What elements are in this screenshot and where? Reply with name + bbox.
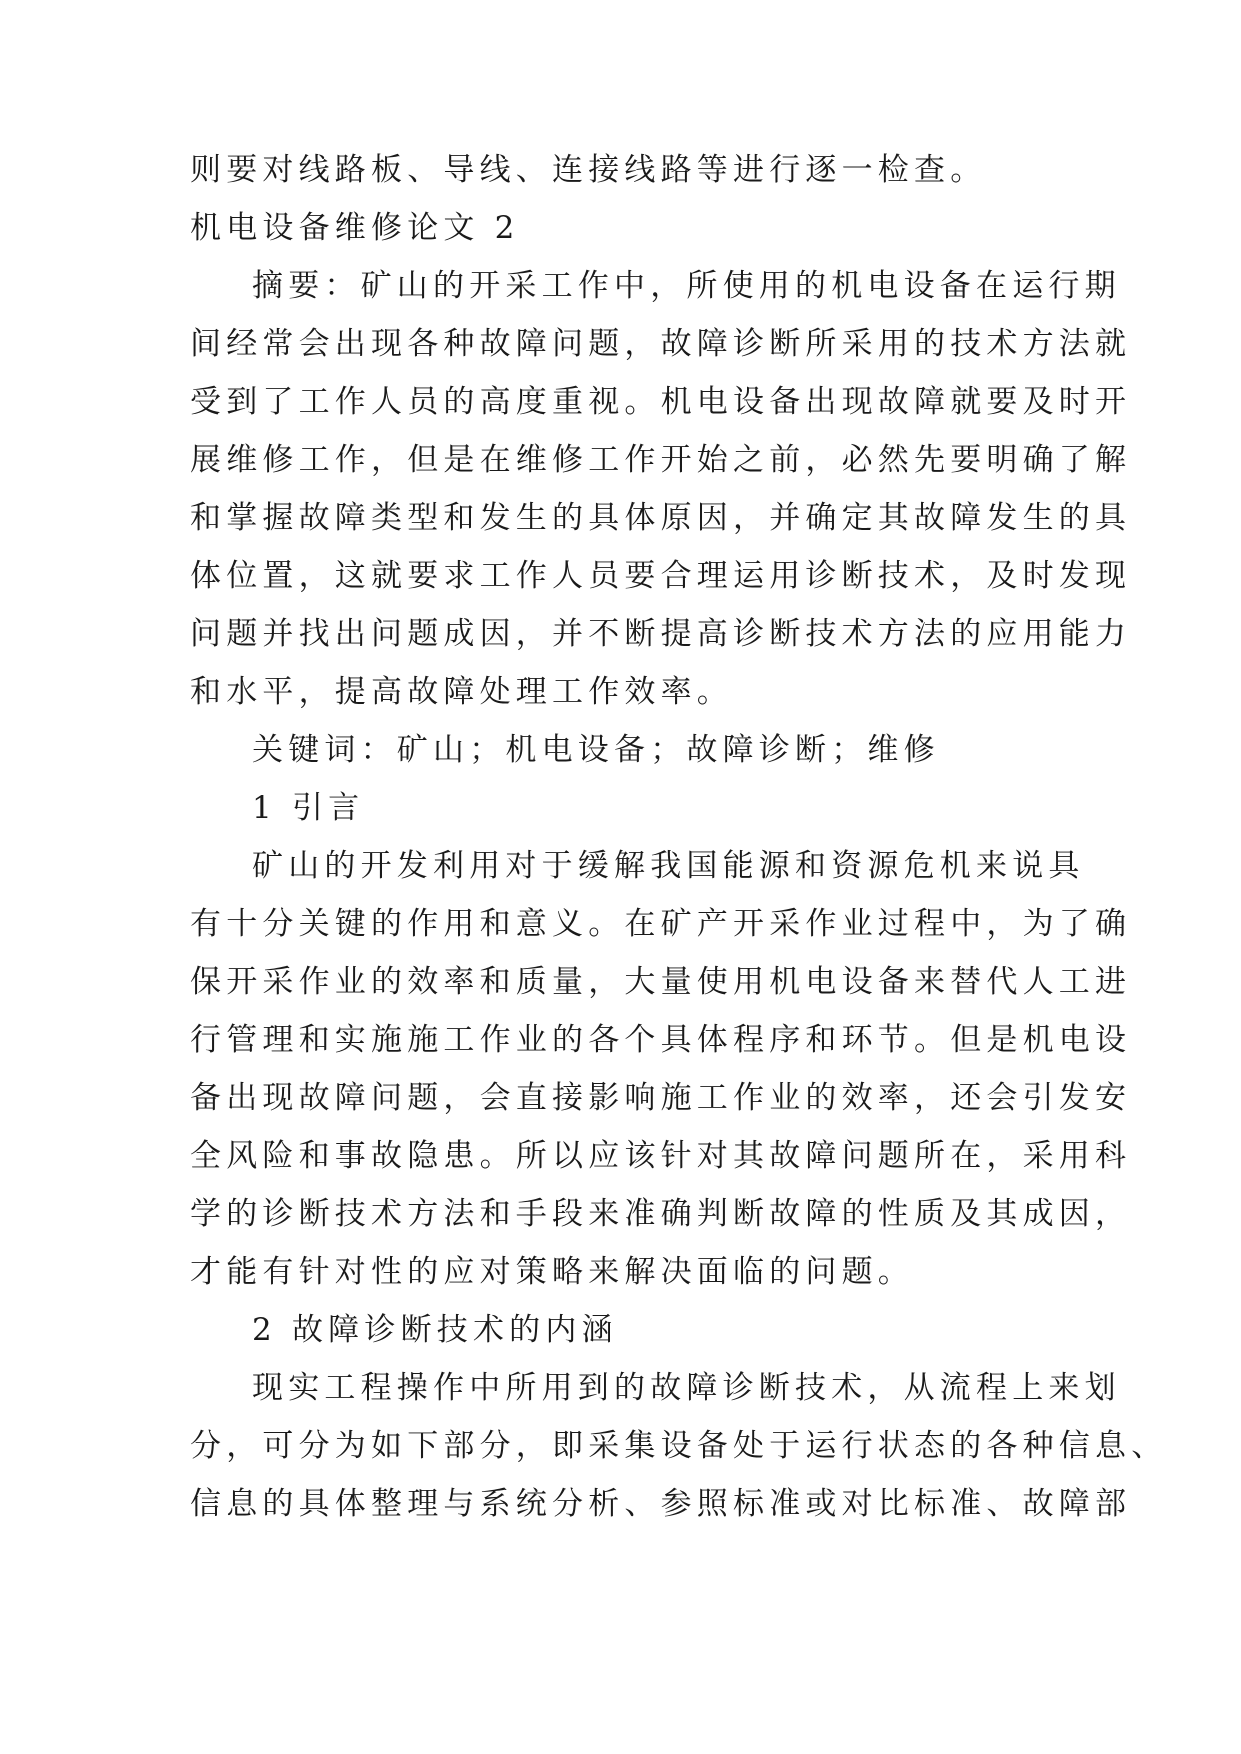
paragraph-line: 分，可分为如下部分，即采集设备处于运行状态的各种信息、 bbox=[190, 1428, 1168, 1464]
abstract-line: 展维修工作，但是在维修工作开始之前，必然先要明确了解 bbox=[190, 442, 1132, 478]
paragraph-line: 行管理和实施施工作业的各个具体程序和环节。但是机电设 bbox=[190, 1022, 1132, 1058]
abstract-line: 受到了工作人员的高度重视。机电设备出现故障就要及时开 bbox=[190, 384, 1132, 420]
heading-introduction: 1 引言 bbox=[252, 790, 365, 826]
section-title: 机电设备维修论文 2 bbox=[190, 210, 520, 246]
abstract-line: 问题并找出问题成因，并不断提高诊断技术方法的应用能力 bbox=[190, 616, 1132, 652]
paragraph-line: 矿山的开发利用对于缓解我国能源和资源危机来说具 bbox=[252, 848, 1085, 884]
paragraph-line: 才能有针对性的应对策略来解决面临的问题。 bbox=[190, 1254, 914, 1290]
abstract-line: 和水平，提高故障处理工作效率。 bbox=[190, 674, 733, 710]
paragraph-line: 全风险和事故隐患。所以应该针对其故障问题所在，采用科 bbox=[190, 1138, 1132, 1174]
abstract-line: 摘要：矿山的开采工作中，所使用的机电设备在运行期 bbox=[252, 268, 1121, 304]
paragraph-line: 有十分关键的作用和意义。在矿产开采作业过程中，为了确 bbox=[190, 906, 1132, 942]
paragraph-line: 信息的具体整理与系统分析、参照标准或对比标准、故障部 bbox=[190, 1486, 1132, 1522]
paragraph-line: 学的诊断技术方法和手段来准确判断故障的性质及其成因， bbox=[190, 1196, 1132, 1232]
text-line: 则要对线路板、导线、连接线路等进行逐一检查。 bbox=[190, 152, 987, 188]
paragraph-line: 保开采作业的效率和质量，大量使用机电设备来替代人工进 bbox=[190, 964, 1132, 1000]
abstract-line: 体位置，这就要求工作人员要合理运用诊断技术，及时发现 bbox=[190, 558, 1132, 594]
heading-section-2: 2 故障诊断技术的内涵 bbox=[252, 1312, 618, 1348]
paragraph-line: 备出现故障问题，会直接影响施工作业的效率，还会引发安 bbox=[190, 1080, 1132, 1116]
abstract-line: 间经常会出现各种故障问题，故障诊断所采用的技术方法就 bbox=[190, 326, 1132, 362]
abstract-line: 和掌握故障类型和发生的具体原因，并确定其故障发生的具 bbox=[190, 500, 1132, 536]
keywords-line: 关键词：矿山；机电设备；故障诊断；维修 bbox=[252, 732, 940, 768]
paragraph-line: 现实工程操作中所用到的故障诊断技术，从流程上来划 bbox=[252, 1370, 1121, 1406]
